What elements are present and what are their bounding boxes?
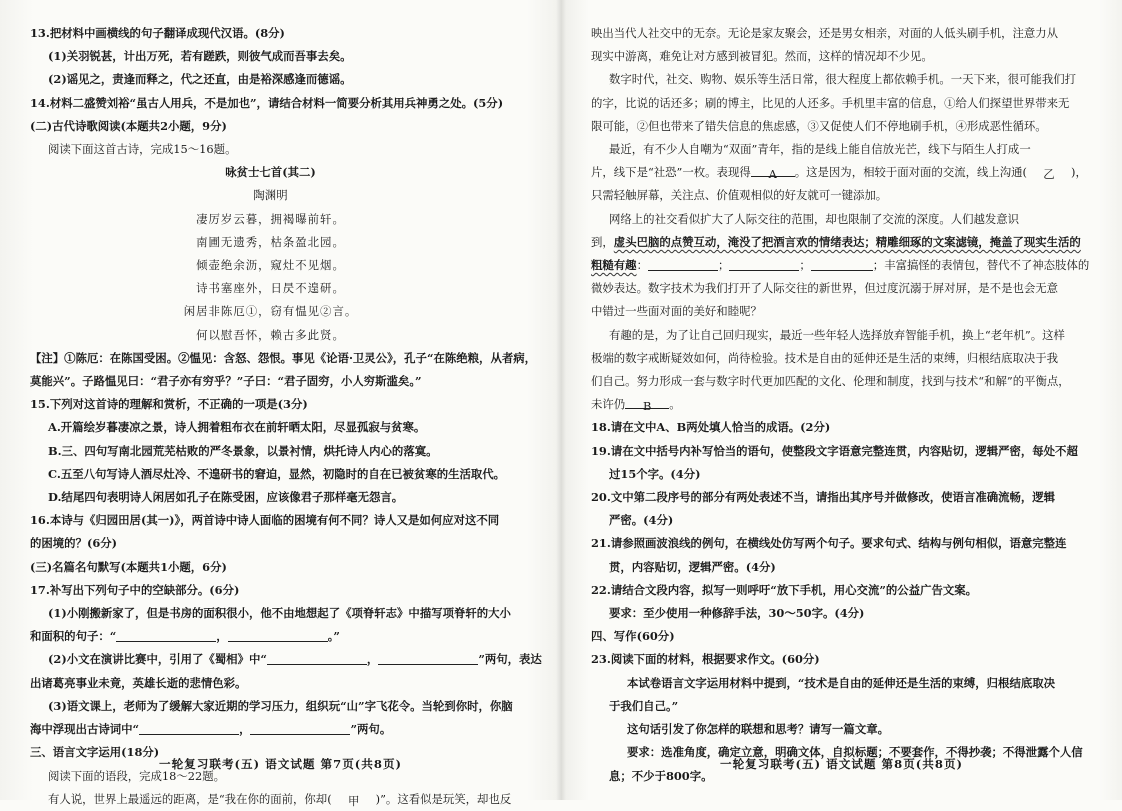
imitation-blank-1[interactable] (648, 257, 718, 271)
q17-part1-comma: ， (216, 629, 228, 644)
passage-line-17-prefix: 未许仍 (591, 397, 626, 412)
passage-line-8: 只需轻触屏幕，关注点、价值观相似的好友就可一键添加。 (591, 188, 888, 203)
passage-line-7-prefix: 片，线下是“社恐”一枚。表现得 (591, 165, 751, 180)
passage-line-15: 极端的数字戒断疑效如何，尚待检验。技术是自由的延伸还是生活的束缚，归根结底取决于我 (591, 350, 1059, 365)
passage-line-11 (591, 254, 1108, 277)
q18-stem: 18.请在文中A、B两处填人恰当的成语。(2分) (591, 420, 831, 435)
q17-stem: 17.补写出下列句子中的空缺部分。(6分) (30, 582, 240, 597)
poem-line-4: 诗书塞座外，日昃不遑研。 (196, 281, 345, 296)
poem-line-2: 南圃无遗秀，枯条盈北园。 (196, 234, 345, 249)
passage-opening-line (30, 788, 551, 811)
q15-option-d: D.结尾四句表明诗人闲居如孔子在陈受困，应该像君子那样毫无怨言。 (48, 490, 404, 505)
writing-requirements-2: 息；不少于800字。 (609, 768, 713, 783)
passage-line-11-semicolon-1: ； (717, 258, 730, 273)
passage-line-13: 中错过一些面对面的美好和睦呢？ (591, 304, 762, 319)
q17-part1-line2 (30, 625, 551, 648)
q17-part3-suffix: ”两句。 (350, 722, 392, 737)
blank-yi: 乙 (1043, 167, 1055, 182)
q20-stem-2: 严密。(4分) (609, 513, 674, 528)
q17-blank-2[interactable] (228, 628, 328, 642)
passage-line-7-middle: 。这是因为，相较于面对面的交流，线上沟通( (794, 165, 1027, 180)
passage-line-2: 现实中游离，难免让对方感到被冒犯。然而，这样的情况却不少见。 (591, 49, 933, 64)
q17-part3-line2 (30, 718, 551, 741)
q17-part3-line1: (3)语文课上，老师为了缓解大家近期的学习压力，组织玩“山”字飞花令。当轮到你时，你脑 (48, 698, 513, 713)
q17-part2-prefix: (2)小文在演讲比赛中，引用了《蜀相》中“ (48, 652, 267, 667)
writing-material-1: 本试卷语言文字运用材料中提到，“技术是自由的延伸还是生活的束缚，归根结底取决 (627, 675, 1056, 690)
section-recitation-heading: (三)名篇名句默写(本题共1小题，6分) (30, 559, 227, 574)
q17-blank-6[interactable] (250, 721, 350, 735)
poem-line-1: 凄厉岁云暮，拥褐曝前轩。 (196, 211, 345, 226)
q13-sentence-2: (2)谣见之，责逢而释之，代之还直，由是裕深感逢而德谣。 (48, 72, 352, 87)
q14-stem: 14.材料二盛赞刘裕“虽古人用兵，不是加也”，请结合材料一简要分析其用兵神勇之处。(5分) (30, 95, 504, 110)
q15-option-b: B.三、四句写南北园荒芜枯败的严冬景象，以景衬情，烘托诗人内心的落寞。 (48, 443, 438, 458)
q22-stem-1: 22.请结合文段内容，拟写一则呼吁“放下手机，用心交流”的公益广告文案。 (591, 582, 978, 597)
q20-stem-1: 20.文中第二段序号的部分有两处表述不当，请指出其序号并做修改，使语言准确流畅，逻辑 (591, 490, 1056, 505)
q17-part1-line1: (1)小刚搬新家了，但是书房的面积很小，他不由地想起了《项脊轩志》中描写项脊轩的大小 (48, 606, 511, 621)
poem-line-3: 倾壶绝余沥，窥灶不见烟。 (196, 258, 345, 273)
q17-part2-suffix: ”两句，表达 (478, 652, 542, 667)
poem-note-1: 【注】①陈厄：在陈国受困。②愠见：含怒、怨恨。事见《论语·卫灵公》，孔子“在陈绝粮，从者病， (30, 350, 537, 365)
page-8 (561, 0, 1122, 800)
q21-stem-1: 21.请参照画波浪线的例句，在横线处仿写两个句子。要求句式、结构与例句相似，语意完整连 (591, 536, 1067, 551)
passage-line-10-prefix: 到， (591, 234, 614, 249)
passage-line-11-semicolon-2: ； (799, 258, 811, 273)
language-instruction: 阅读下面的语段，完成18～22题。 (48, 768, 226, 783)
imitation-blank-3[interactable] (811, 257, 873, 271)
blank-b[interactable]: B (625, 395, 669, 409)
passage-line-14: 有趣的是，为了让自己回归现实，最近一些年轻人选择放弃智能手机，换上“老年机”。这样 (609, 327, 1065, 342)
writing-prompt: 这句话引发了你怎样的联想和思考？请写一篇文章。 (627, 722, 889, 737)
q17-blank-1[interactable] (116, 628, 216, 642)
q17-part1-suffix: 。” (327, 629, 340, 644)
q17-blank-3[interactable] (267, 651, 367, 665)
writing-material-2: 于我们自己。” (609, 698, 679, 713)
passage-line-4: 的字，比说的话还多；刷的博主，比见的人还多。手机里丰富的信息，①给人们探望世界带来无 (591, 95, 1070, 110)
poem-line-5: 闲居非陈厄①，窃有愠见②言。 (183, 304, 358, 319)
q17-part2-comma: ， (366, 652, 379, 667)
passage-line-3: 数字时代，社交、购物、娱乐等生活日常，很大程度上都依赖手机。一天下来，很可能我们打 (609, 72, 1077, 87)
q13-sentence-1: (1)关羽锐甚，计出万死，若有蹉跌，则彼气成而吾事去矣。 (48, 49, 352, 64)
q21-stem-2: 贯，内容贴切，逻辑严密。(4分) (609, 559, 776, 574)
page-gutter-shadow (556, 0, 566, 800)
poem-note-2: 莫能兴”。子路愠见曰：“君子亦有穷乎？”子曰：“君子固穷，小人穷斯滥矣。” (30, 374, 422, 389)
wavy-example-end: 粗糙有趣 (591, 258, 637, 273)
passage-line-6: 最近，有不少人自嘲为“双面”青年，指的是线上能自信放光芒，线下与陌生人打成一 (609, 142, 1031, 157)
q23-stem: 23.阅读下面的材料，根据要求作文。(60分) (591, 652, 820, 667)
wavy-example-sentence: 虚头巴脑的点赞互动，淹没了把酒言欢的情绪表达；精雕细琢的文案滤镜，掩盖了现实生活的 (613, 234, 1081, 249)
poem-title: 咏贫士七首(其二) (225, 165, 316, 180)
passage-line-12: 微妙表达。数字技术为我们打开了人际交往的新世界，但过度沉溺于屏对屏，是不是也会无意 (591, 281, 1059, 296)
blank-a[interactable]: A (751, 163, 795, 177)
q13-stem: 13.把材料中画横线的句子翻译成现代汉语。(8分) (30, 26, 285, 40)
q17-part3-prefix: 海中浮现出古诗词中“ (30, 722, 140, 737)
q17-part2-line2: 出诸葛亮事业未竟，英雄长逝的悲情色彩。 (30, 675, 247, 690)
q16-stem-1: 16.本诗与《归园田居(其一)》，两首诗中诗人面临的困境有何不同？诗人又是如何应对这不同 (30, 513, 500, 528)
q16-stem-2: 的困境的？(6分) (30, 536, 118, 551)
page-7-footer: 一轮复习联考(五) 语文试题 第7页(共8页) (158, 757, 403, 771)
passage-opening-suffix: )”。这看似是玩笑，却也反 (375, 791, 512, 806)
passage-line-16: 们自己。努力形成一套与数字时代更加匹配的文化、伦理和制度，找到与技术“和解”的平衡点， (591, 374, 1070, 389)
poetry-instruction: 阅读下面这首古诗，完成15～16题。 (48, 142, 237, 157)
passage-opening-prefix: 有人说，世界上最遥远的距离，是“我在你的面前，你却( (48, 791, 332, 806)
section-poetry-heading: (二)古代诗歌阅读(本题共2小题，9分) (30, 118, 227, 133)
poem-line-6: 何以慰吾怀，赖古多此贤。 (196, 327, 345, 342)
poem-author: 陶渊明 (253, 188, 288, 203)
q17-part1-prefix: 和面积的句子：“ (30, 629, 117, 644)
passage-line-11-suffix: ；丰富搞怪的表情包，替代不了神态肢体的 (872, 258, 1090, 273)
section-writing-heading: 四、写作(60分) (591, 629, 675, 644)
section-language-heading: 三、语言文字运用(18分) (30, 745, 160, 760)
q15-option-a: A.开篇绘岁暮凄凉之景，诗人拥着粗布衣在前轩晒太阳，尽显孤寂与贫寒。 (48, 420, 426, 435)
q15-option-c: C.五至八句写诗人酒尽灶冷、不遑研书的窘迫，显然，初隐时的自在已被贫寒的生活取代。 (48, 466, 506, 481)
passage-line-1: 映出当代人社交中的无奈。无论是家友聚会，还是男女相亲，对面的人低头刷手机，注意力从 (591, 26, 1059, 40)
page-7 (0, 0, 561, 808)
q22-stem-2: 要求：至少使用一种修辞手法，30～50字。(4分) (609, 606, 865, 621)
passage-line-7 (591, 161, 1108, 184)
q17-blank-4[interactable] (378, 651, 478, 665)
imitation-blank-2[interactable] (729, 257, 799, 271)
passage-line-9: 网络上的社交看似扩大了人际交往的范围，却也限制了交流的深度。人们越发意识 (609, 211, 1020, 226)
q15-stem: 15.下列对这首诗的理解和赏析，不正确的一项是(3分) (30, 397, 308, 412)
passage-line-7-suffix: )， (1071, 165, 1087, 180)
passage-line-17-suffix: 。 (669, 397, 681, 412)
blank-jia: 甲 (347, 793, 360, 808)
passage-line-5: 限可能，②但也带来了错失信息的焦虑感，③又促使人们不停地刷手机，④形成恶性循环。 (591, 118, 1047, 133)
page-8-footer: 一轮复习联考(五) 语文试题 第8页(共8页) (719, 757, 964, 771)
q19-stem-1: 19.请在文中括号内补写恰当的语句，使整段文字语意完整连贯，内容贴切，逻辑严密，每处不超 (591, 443, 1078, 458)
writing-requirements-1: 要求：选准角度，确定立意，明确文体，自拟标题；不要套作，不得抄袭；不得泄露个人信 (627, 745, 1083, 760)
q17-part3-comma: ， (239, 722, 251, 737)
q19-stem-2: 过15个字。(4分) (609, 466, 701, 481)
passage-line-11-colon: ： (636, 258, 648, 273)
passage-line-10 (591, 231, 1108, 254)
q17-blank-5[interactable] (139, 721, 239, 735)
q17-part2-line1 (30, 648, 551, 671)
passage-line-17 (591, 393, 1108, 416)
